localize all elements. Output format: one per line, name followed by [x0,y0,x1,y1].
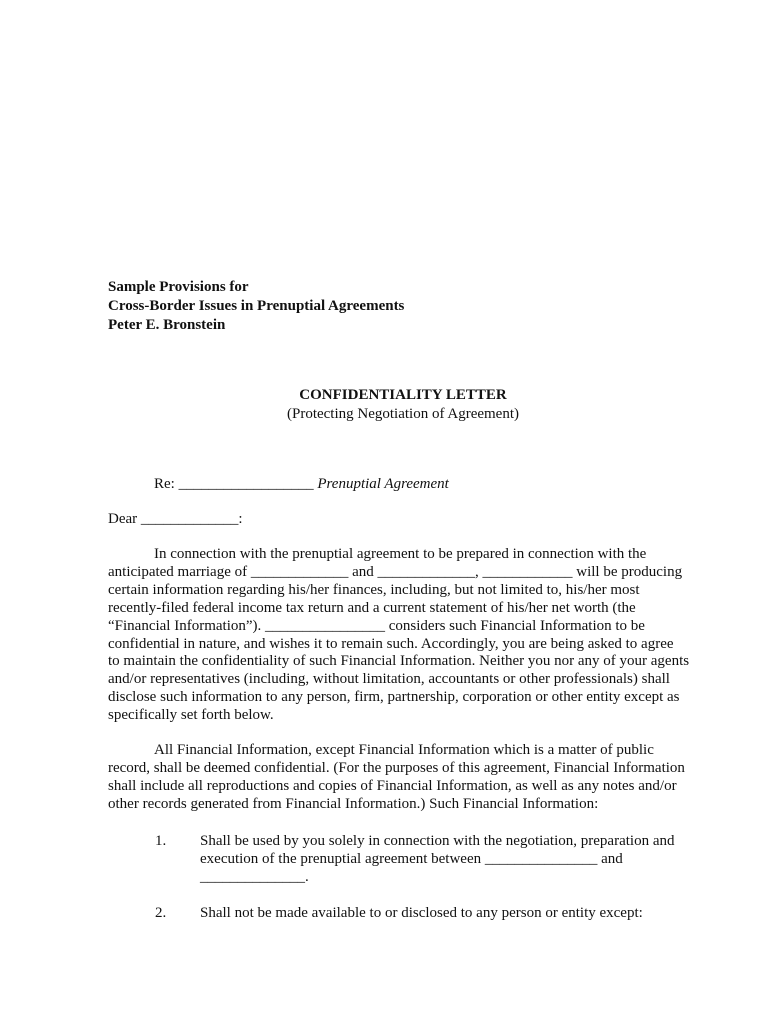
list-item-body [200,904,643,922]
paragraph-1-line: certain information regarding his/her finances, including, but not limited to, his/her most [108,581,640,598]
header-line-3: Peter E. Bronstein [108,317,226,333]
paragraph-2-line: shall include all reproductions and copies of Financial Information, as well as any notes and/or [108,777,677,794]
paragraph-1-line: recently-filed federal income tax return and a current statement of his/her net worth (the [108,599,636,616]
salutation: Dear _____________: [108,511,243,527]
paragraph-1-line: specifically set forth below. [108,707,274,724]
paragraph-1-line: disclose such information to any person, firm, partnership, corporation or other entity except as [108,689,680,706]
re-prefix: Re: __________________ [154,476,318,492]
letter-subtitle: (Protecting Negotiation of Agreement) [286,406,520,422]
list-item-line: Shall be used by you solely in connection with the negotiation, preparation and [200,833,675,849]
list-item-number: 1. [155,833,167,849]
document-header [108,278,404,335]
paragraph-1-line: “Financial Information”). ________________ considers such Financial Information to be [108,617,645,634]
paragraph-2-line: record, shall be deemed confidential. (For the purposes of this agreement, Financial Information [108,759,685,776]
paragraph-1 [108,546,708,725]
letter-title: CONFIDENTIALITY LETTER [299,387,507,403]
re-subject: Prenuptial Agreement [317,476,449,492]
list-item-line: ______________. [200,869,309,885]
list-item-line: execution of the prenuptial agreement between _______________ and [200,851,623,867]
list-item-number: 2. [155,905,167,921]
paragraph-1-line: In connection with the prenuptial agreement to be prepared in connection with the [154,546,647,562]
paragraph-2 [108,742,708,814]
list-item-body [200,832,674,886]
header-line-1: Sample Provisions for [108,279,249,295]
paragraph-1-line: confidential in nature, and wishes it to remain such. Accordingly, you are being asked to agree [108,635,674,652]
paragraph-1-line: to maintain the confidentiality of such Financial Information. Neither you nor any of your agents [108,653,690,670]
paragraph-2-line: All Financial Information, except Financial Information which is a matter of public [154,742,654,758]
letter-title-block [0,386,770,424]
paragraph-1-line: anticipated marriage of _____________ and _____________, ____________ will be producing [108,563,683,580]
list-item-line: Shall not be made available to or disclosed to any person or entity except: [200,905,643,921]
header-line-2: Cross-Border Issues in Prenuptial Agreements [108,298,405,314]
paragraph-2-line: other records generated from Financial Information.) Such Financial Information: [108,795,599,812]
paragraph-1-line: and/or representatives (including, without limitation, accountants or other professionals) shall [108,671,670,688]
re-line [154,475,449,494]
